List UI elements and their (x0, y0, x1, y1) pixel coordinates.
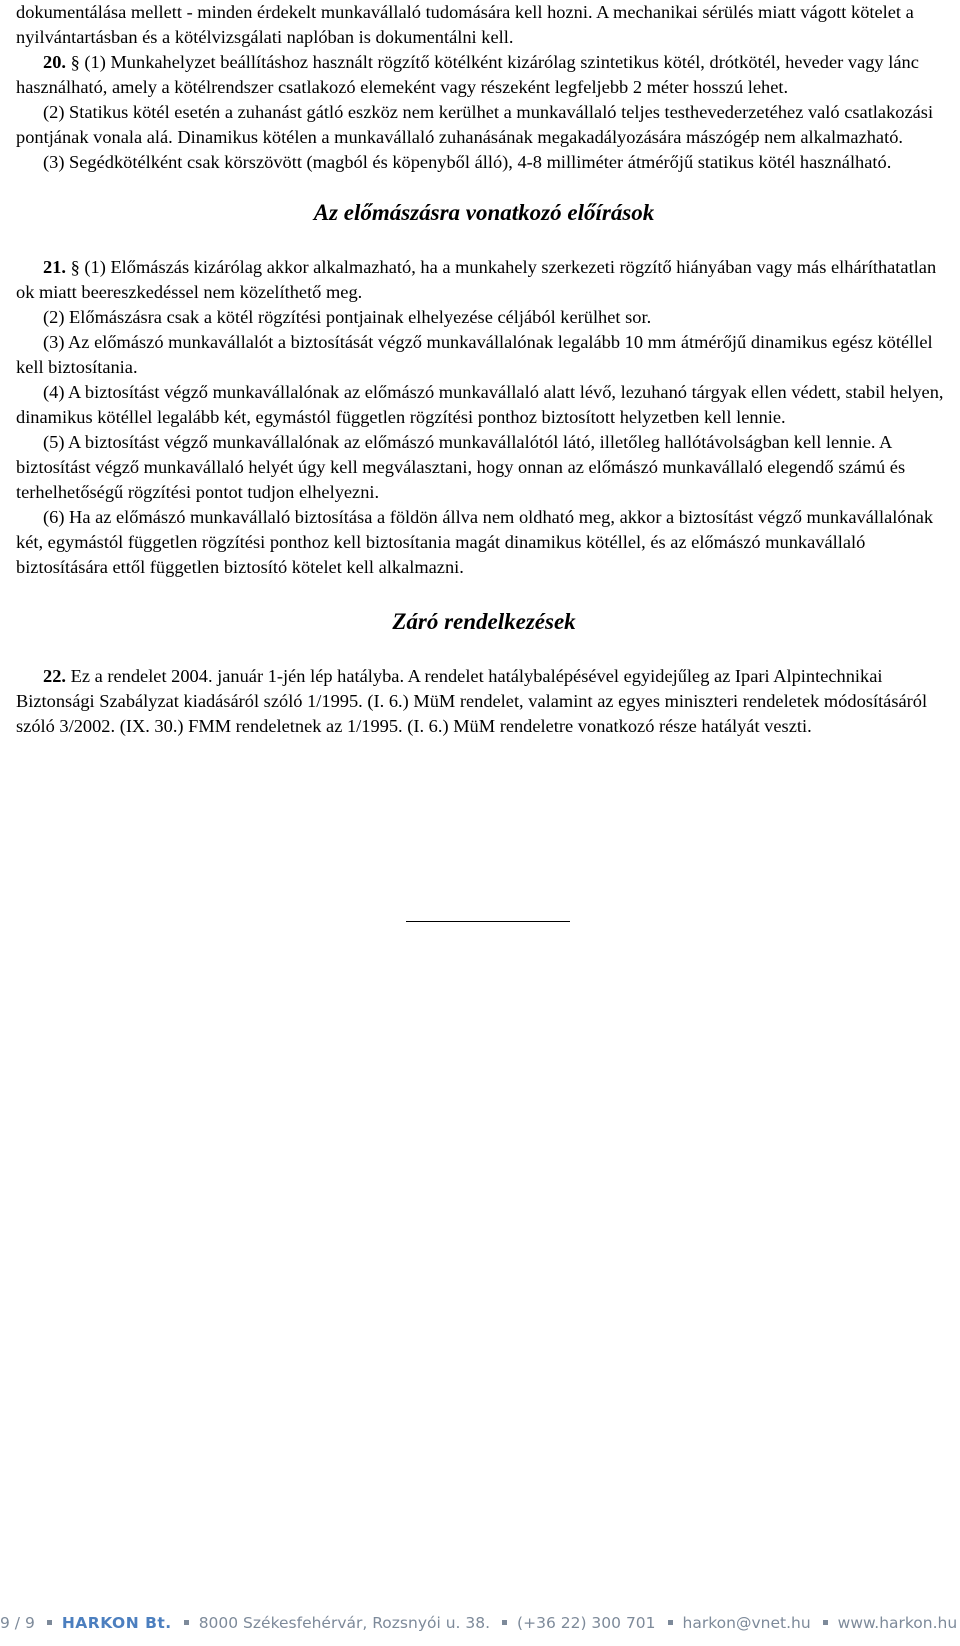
intro-paragraph: dokumentálása mellett - minden érdekelt munkavállaló tudomására kell hozni. A mechanikai sérülés miatt vágott kötelet a nyilvántartásban és a kötélvizsgálati naplóban is dokumentálni kell. (16, 2, 914, 47)
section-21-number: 21. (43, 257, 66, 277)
footer-phone: (+36 22) 300 701 (517, 1614, 656, 1632)
section-20-number: 20. (43, 52, 66, 72)
footer-address: 8000 Székesfehérvár, Rozsnyói u. 38. (198, 1614, 491, 1632)
footer-separator-icon (502, 1620, 507, 1625)
page-footer (0, 1611, 960, 1635)
section-21-paragraph-3: (3) Az előmászó munkavállalót a biztosítását végző munkavállalónak legalább 10 mm átmérőjű dinamikus egész kötéllel kell biztosítania. (16, 332, 933, 377)
section-20-paragraph-3: (3) Segédkötélként csak körszövött (magból és köpenyből álló), 4-8 milliméter átmérőjű statikus kötél használható. (43, 152, 892, 172)
footer-website: www.harkon.hu (837, 1614, 958, 1632)
section-22-text-1: Ez a rendelet 2004. január 1-jén lép hatályba. A rendelet hatálybalépésével egyidejűleg az Ipari Alpintechnikai Biztonsági Szabályzat kiadásáról szóló 1/1995. (I. 6.) MüM rendelet, valamint az egyes miniszteri rendeletek módosításáról szóló 3/2002. (IX. 30.) FMM rendeletnek az 1/1995. (I. 6.) MüM rendeletre vonatkozó része hatályát veszti. (16, 666, 928, 736)
footer-page-number: 9 / 9 (0, 1614, 35, 1632)
footer-separator-icon (823, 1620, 828, 1625)
section-sign-icon: § (70, 257, 80, 277)
section-heading-closing: Záró rendelkezések (392, 609, 576, 634)
section-21-paragraph-6: (6) Ha az előmászó munkavállaló biztosítása a földön állva nem oldható meg, akkor a biztosítást végző munkavállalónak két, egymástól független rögzítési ponthoz kell biztosítania magát dinamikus kötéllel, és az előmászó munkavállaló biztosítására ettől független biztosító kötelet kell alkalmazni. (16, 507, 934, 577)
section-21-paragraph-1 (16, 255, 952, 305)
section-20-paragraph-1 (16, 50, 952, 100)
section-heading-predclimb: Az előmászásra vonatkozó előírások (313, 200, 655, 225)
section-20-text-1: (1) Munkahelyzet beállításhoz használt rögzítő kötélként kizárólag szintetikus kötél, drótkötél, heveder vagy lánc használható, amely a kötélrendszer csatlakozó elemeként vagy részeként legfeljebb 2 méter hosszú lehet. (16, 52, 919, 97)
section-sign-icon: § (70, 52, 80, 72)
section-20-paragraph-2: (2) Statikus kötél esetén a zuhanást gátló eszköz nem kerülhet a munkavállaló teljes testhevederzetéhez való csatlakozási pontjának vonala alá. Dinamikus kötélen a munkavállaló zuhanásának megakadályozására mászógép nem alkalmazható. (16, 102, 934, 147)
section-21-paragraph-5: (5) A biztosítást végző munkavállalónak az előmászó munkavállalótól látó, illetőleg hallótávolságban kell lennie. A biztosítást végző munkavállaló helyét úgy kell megválasztani, hogy onnan az előmászó munkavállaló elegendő számú és terhelhetőségű rögzítési pontot tudjon elhelyezni. (16, 432, 906, 502)
footer-separator-icon (668, 1620, 673, 1625)
footer-separator-icon (47, 1620, 52, 1625)
section-21-paragraph-2: (2) Előmászásra csak a kötél rögzítési pontjainak elhelyezése céljából kerülhet sor. (43, 307, 652, 327)
section-22-paragraph-1 (16, 664, 952, 739)
footer-separator-icon (184, 1620, 189, 1625)
section-21-paragraph-4: (4) A biztosítást végző munkavállalónak az előmászó munkavállaló alatt lévő, lezuhanó tárgyak ellen védett, stabil helyen, dinamikus kötéllel legalább két, egymástól független rögzítési ponthoz biztosított helyzetben kell lennie. (16, 382, 944, 427)
section-21-text-1: (1) Előmászás kizárólag akkor alkalmazható, ha a munkahely szerkezeti rögzítő hiányában vagy más elháríthatatlan ok miatt beereszkedéssel nem közelíthető meg. (16, 257, 937, 302)
footer-brand-logo: HARKON Bt. (61, 1614, 172, 1632)
footer-email: harkon@vnet.hu (682, 1614, 811, 1632)
section-22-number: 22. (43, 666, 66, 686)
document-body (16, 0, 952, 739)
end-divider (406, 921, 570, 922)
